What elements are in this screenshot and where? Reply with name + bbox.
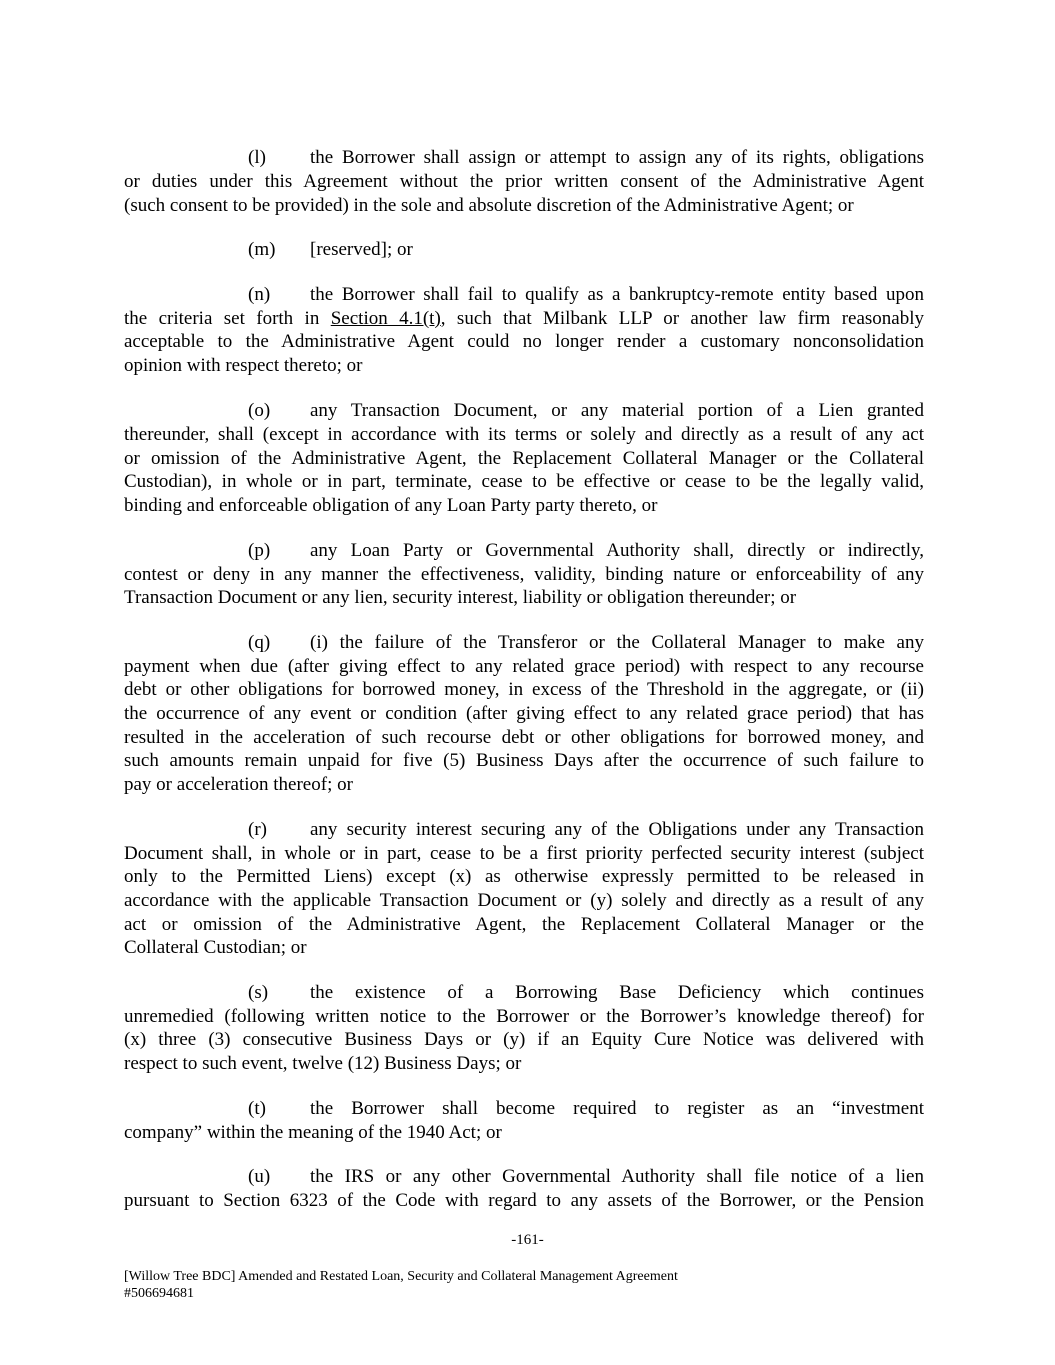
clause-s-line-4: respect to such event, twelve (12) Business Days; or (124, 1053, 522, 1074)
clause-p-line-1: (p) any Loan Party or Governmental Authority shall, directly or indirectly, (248, 540, 924, 561)
clause-label: (l) (248, 147, 266, 168)
clause-q-line-6: such amounts remain unpaid for five (5) Business Days after the occurrence of such failure to (124, 750, 924, 771)
section-reference-link[interactable]: Section 4.1(t) (330, 308, 441, 329)
clause-n-line-2: the criteria set forth in Section 4.1(t), such that Milbank LLP or another law firm reasonably (124, 308, 924, 329)
clause-o-line-2: thereunder, shall (except in accordance with its terms or solely and directly as a result of any act (124, 424, 924, 445)
clause-u-line-2: pursuant to Section 6323 of the Code with regard to any assets of the Borrower, or the Pension (124, 1190, 924, 1211)
clause-o-line-1: (o) any Transaction Document, or any material portion of a Lien granted (248, 400, 924, 421)
page-number: -161- (511, 1232, 544, 1248)
clause-r-line-6: Collateral Custodian; or (124, 937, 307, 958)
footer-title: [Willow Tree BDC] Amended and Restated Loan, Security and Collateral Management Agreement (124, 1269, 678, 1284)
clause-q-line-3: debt or other obligations for borrowed money, in excess of the Threshold in the aggregate, or (ii) (124, 679, 924, 700)
clause-n-line-3: acceptable to the Administrative Agent could no longer render a customary nonconsolidation (124, 331, 924, 352)
clause-n-line-1: (n) the Borrower shall fail to qualify as a bankruptcy-remote entity based upon (248, 284, 924, 305)
footer-doc-id: #506694681 (124, 1286, 194, 1301)
clause-label: (o) (248, 400, 271, 421)
clause-label: (q) (248, 632, 271, 653)
clause-r-line-2: Document shall, in whole or in part, cease to be a first priority perfected security interest (subject (124, 843, 924, 864)
clause-l-line-2: or duties under this Agreement without the prior written consent of the Administrative Agent (124, 171, 924, 192)
clause-t-line-2: company” within the meaning of the 1940 Act; or (124, 1122, 502, 1143)
clause-u-line-1: (u) the IRS or any other Governmental Authority shall file notice of a lien (248, 1166, 924, 1187)
clause-n-line-4: opinion with respect thereto; or (124, 355, 363, 376)
clause-label: (u) (248, 1166, 271, 1187)
clause-o-line-5: binding and enforceable obligation of any Loan Party party thereto, or (124, 495, 658, 516)
clause-p-line-2: contest or deny in any manner the effectiveness, validity, binding nature or enforceability of any (124, 564, 924, 585)
clause-t-line-1: (t) the Borrower shall become required to register as an “investment (248, 1098, 924, 1119)
clause-label: (r) (248, 819, 267, 840)
clause-label: (t) (248, 1098, 266, 1119)
clause-o-line-4: Custodian), in whole or in part, terminate, cease to be effective or cease to be the legally valid, (124, 471, 924, 492)
clause-label: (p) (248, 540, 271, 561)
clause-r-line-3: only to the Permitted Liens) except (x) as otherwise expressly permitted to be released in (124, 866, 924, 887)
clause-label: (s) (248, 982, 269, 1003)
clause-m-line-1: (m) [reserved]; or (248, 239, 413, 260)
clause-l-line-3: (such consent to be provided) in the sole and absolute discretion of the Administrative Agent; or (124, 195, 854, 216)
clause-r-line-1: (r) any security interest securing any of the Obligations under any Transaction (248, 819, 924, 840)
clause-q-line-5: resulted in the acceleration of such recourse debt or other obligations for borrowed money, and (124, 727, 924, 748)
clause-label: (m) (248, 239, 276, 260)
clause-q-line-1: (q) (i) the failure of the Transferor or the Collateral Manager to make any (248, 632, 924, 653)
clause-l-line-1: (l) the Borrower shall assign or attempt to assign any of its rights, obligations (248, 147, 924, 168)
clause-p-line-3: Transaction Document or any lien, security interest, liability or obligation thereunder; or (124, 587, 797, 608)
clause-s-line-3: (x) three (3) consecutive Business Days or (y) if an Equity Cure Notice was delivered with (124, 1029, 924, 1050)
clause-q-line-7: pay or acceleration thereof; or (124, 774, 353, 795)
clause-o-line-3: or omission of the Administrative Agent, the Replacement Collateral Manager or the Collateral (124, 448, 924, 469)
clause-r-line-4: accordance with the applicable Transaction Document or (y) solely and directly as a result of any (124, 890, 924, 911)
clause-q-line-4: the occurrence of any event or condition (after giving effect to any related grace period) that has (124, 703, 924, 724)
clause-label: (n) (248, 284, 271, 305)
clause-q-line-2: payment when due (after giving effect to any related grace period) with respect to any recourse (124, 656, 924, 677)
clause-r-line-5: act or omission of the Administrative Agent, the Replacement Collateral Manager or the (124, 914, 924, 935)
clause-s-line-2: unremedied (following written notice to the Borrower or the Borrower’s knowledge thereof) for (124, 1006, 924, 1027)
clause-s-line-1: (s) the existence of a Borrowing Base Deficiency which continues (248, 982, 924, 1003)
